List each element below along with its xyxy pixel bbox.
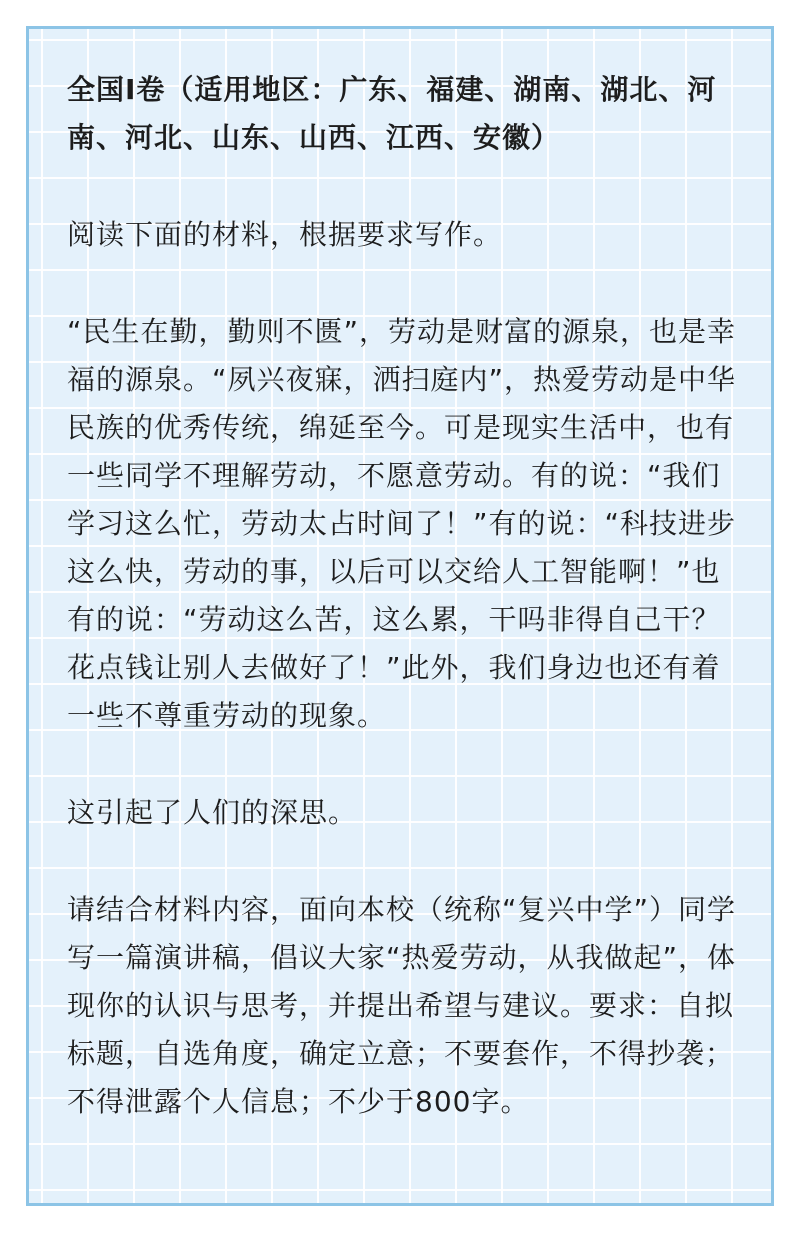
- reflection-paragraph: 这引起了人们的深思。: [67, 796, 358, 829]
- material-paragraph: “民生在勤，勤则不匮”，劳动是财富的源泉，也是幸福的源泉。“夙兴夜寐，洒扫庭内”，热爱劳动是中华民族的优秀传统，绵延至今。可是现实生活中，也有一些同学不理解劳动，不愿意劳动。有的说：“我们学习这么忙，劳动太占时间了！”有的说：“科技进步这么快，劳动的事，以后可以交给人工智能啊！”也有的说：“劳动这么苦，这么累，干吗非得自己干？花点钱让别人去做好了！”此外，我们身边也还有着一些不尊重劳动的现象。: [67, 315, 737, 732]
- document-frame: [26, 26, 774, 1206]
- document-title: 全国Ⅰ卷（适用地区：广东、福建、湖南、湖北、河南、河北、山东、山西、江西、安徽）: [67, 73, 717, 154]
- instruction-paragraph: 阅读下面的材料，根据要求写作。: [67, 218, 503, 251]
- document-content: [67, 66, 747, 1126]
- task-paragraph: 请结合材料内容，面向本校（统称“复兴中学”）同学写一篇演讲稿，倡议大家“热爱劳动，从我做起”，体现你的认识与思考，并提出希望与建议。要求：自拟标题，自选角度，确定立意；不要套作，不得抄袭；不得泄露个人信息；不少于800字。: [67, 893, 737, 1118]
